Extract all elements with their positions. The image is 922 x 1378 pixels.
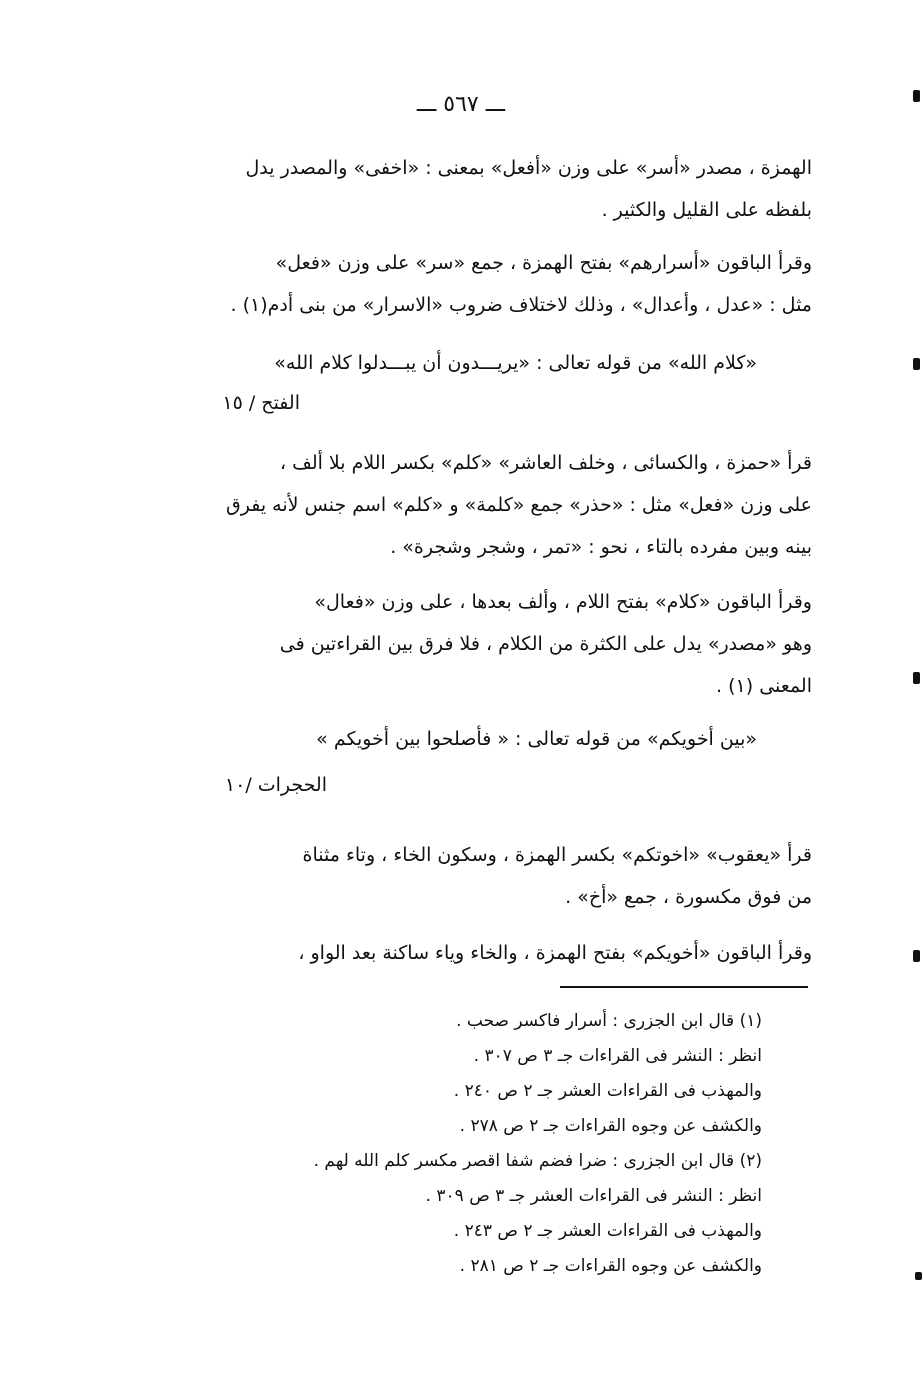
scan-margin-mark	[915, 1272, 922, 1280]
text-line: وقرأ الباقون «أخويكم» بفتح الهمزة ، والخاء وياء ساكنة بعد الواو ،	[298, 942, 812, 964]
paragraph-asrar	[140, 242, 812, 326]
scan-margin-mark	[913, 950, 920, 962]
paragraph-ikhwatikum	[140, 834, 812, 918]
surah-reference-hujurat: الحجرات /١٠	[224, 774, 327, 796]
surah-reference-fath: الفتح / ١٥	[222, 392, 300, 414]
footnote-line: والمهذب فى القراءات العشر جـ ٢ ص ٢٤٣ .	[453, 1221, 762, 1241]
text-line: من فوق مكسورة ، جمع «أخ» .	[565, 886, 812, 908]
paragraph-kalam	[140, 581, 812, 707]
verse-heading-akhawaykum: «بين أخويكم» من قوله تعالى : « فأصلحوا بين أخويكم »	[316, 728, 757, 750]
paragraph-hamza	[140, 147, 812, 231]
footnote-line: والمهذب فى القراءات العشر جـ ٢ ص ٢٤٠ .	[453, 1081, 762, 1101]
footnote-line: والكشف عن وجوه القراءات جـ ٢ ص ٢٨١ .	[459, 1256, 762, 1276]
text-line: بلفظه على القليل والكثير .	[601, 199, 812, 221]
text-line: وقرأ الباقون «أسرارهم» بفتح الهمزة ، جمع «سر» على وزن «فعل»	[275, 252, 812, 274]
text-line: وقرأ الباقون «كلام» بفتح اللام ، وألف بعدها ، على وزن «فعال»	[314, 591, 812, 613]
text-line: المعنى (١) .	[716, 675, 812, 697]
page-number: ـــ ٥٦٧ ـــ	[416, 92, 506, 117]
footnote-line: (١) قال ابن الجزرى : أسرار فاكسر صحب .	[456, 1011, 762, 1031]
footnotes	[142, 1004, 762, 1284]
footnote-line: (٢) قال ابن الجزرى : ضرا فضم شفا اقصر مكسر كلم الله لهم .	[313, 1151, 762, 1171]
paragraph-kalim	[140, 442, 812, 568]
text-line: على وزن «فعل» مثل : «حذر» جمع «كلمة» و «كلم» اسم جنس لأنه يفرق	[226, 494, 812, 516]
paragraph-akhawaykum	[140, 932, 812, 974]
scan-margin-mark	[913, 672, 920, 684]
text-line: قرأ «يعقوب» «اخوتكم» بكسر الهمزة ، وسكون الخاء ، وتاء مثناة	[302, 844, 812, 866]
text-line: بينه وبين مفرده بالتاء ، نحو : «تمر ، وشجر وشجرة» .	[390, 536, 812, 558]
scan-margin-mark	[913, 90, 920, 102]
footnote-line: انظر : النشر فى القراءات العشر جـ ٣ ص ٣٠٩ .	[425, 1186, 762, 1206]
text-line: الهمزة ، مصدر «أسر» على وزن «أفعل» بمعنى : «اخفى» والمصدر يدل	[245, 157, 812, 179]
verse-heading-kalam: «كلام الله» من قوله تعالى : «يريـــدون أن يبـــدلوا كلام الله»	[274, 352, 757, 374]
footnote-line: انظر : النشر فى القراءات جـ ٣ ص ٣٠٧ .	[473, 1046, 762, 1066]
text-line: مثل : «عدل ، وأعدال» ، وذلك لاختلاف ضروب «الاسرار» من بنى أدم(١) .	[230, 294, 812, 316]
scan-margin-mark	[913, 358, 920, 370]
footnote-divider	[560, 986, 808, 988]
text-line: وهو «مصدر» يدل على الكثرة من الكلام ، فلا فرق بين القراءتين فى	[279, 633, 812, 655]
text-line: قرأ «حمزة ، والكسائى ، وخلف العاشر» «كلم» بكسر اللام بلا ألف ،	[279, 452, 812, 474]
footnote-line: والكشف عن وجوه القراءات جـ ٢ ص ٢٧٨ .	[459, 1116, 762, 1136]
